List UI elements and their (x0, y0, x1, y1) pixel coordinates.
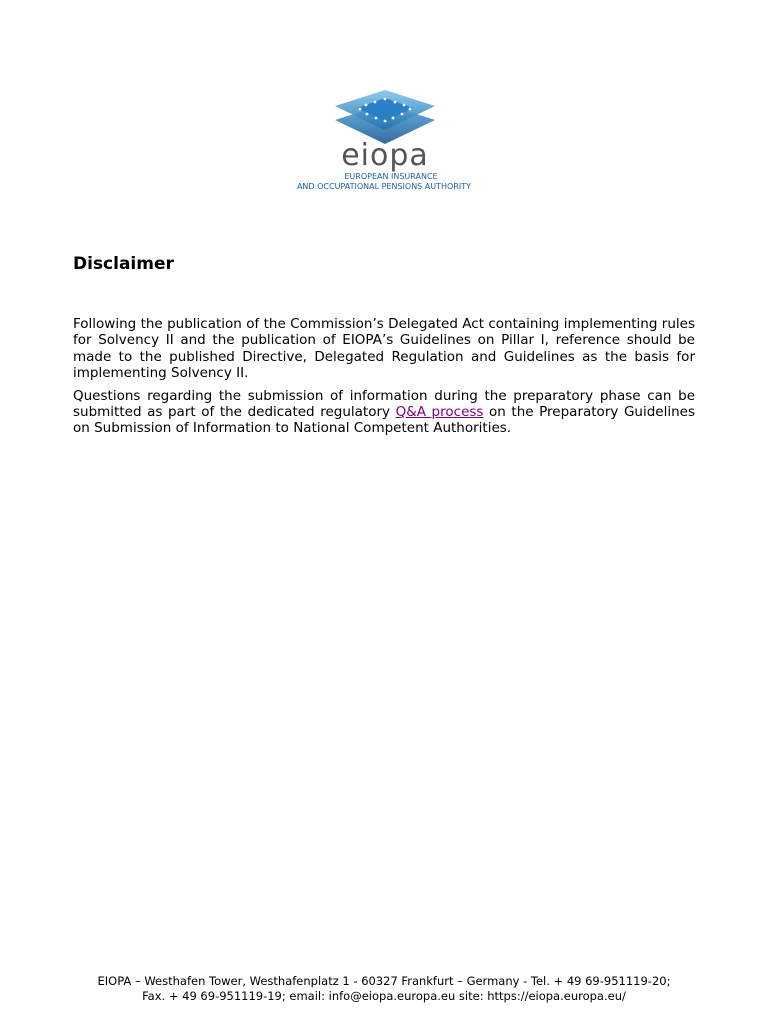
logo-line1: EUROPEAN INSURANCE (344, 172, 438, 181)
page-footer (0, 974, 768, 1004)
disclaimer-body (73, 316, 695, 443)
qa-process-link[interactable]: Q&A process (395, 404, 484, 421)
eiopa-logo-graphic (288, 84, 480, 196)
footer-line-1: EIOPA – Westhafen Tower, Westhafenplatz 1 - 60327 Frankfurt – Germany - Tel. + 49 69-951119-20; (97, 974, 671, 988)
paragraph-2-text-after: on the Preparatory Guidelines on Submission of Information to National Competent Authorities. (73, 404, 695, 437)
eiopa-logo (288, 84, 480, 196)
paragraph-1: Following the publication of the Commission’s Delegated Act containing implementing rules for Solvency II and the publication of EIOPA’s Guidelines on Pillar I, reference should be made to the published Directive, Delegated Regulation and Guidelines as the basis for implementing Solvency II. (73, 316, 695, 382)
footer-line-2: Fax. + 49 69-951119-19; email: info@eiopa.europa.eu site: https://eiopa.europa.eu/ (142, 989, 626, 1003)
logo-line2: AND OCCUPATIONAL PENSIONS AUTHORITY (296, 182, 472, 191)
paragraph-2-text-before: Questions regarding the submission of information during the preparatory phase can be submitted as part of the dedicated regulatory (73, 387, 695, 421)
logo-wordmark: eiopa (341, 138, 429, 173)
page-title: Disclaimer (73, 254, 174, 274)
paragraph-2 (73, 388, 695, 437)
